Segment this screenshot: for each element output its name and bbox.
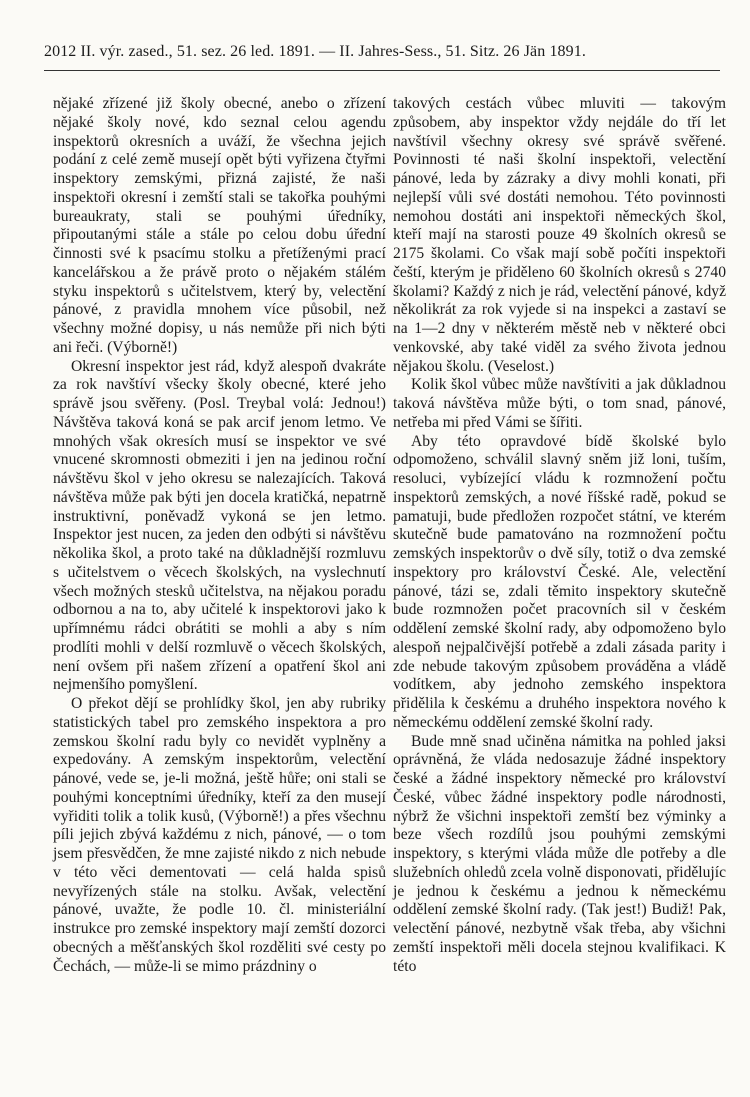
right-column	[393, 95, 726, 976]
paragraph: Bude mně snad učiněna námitka na pohled jaksi oprávněná, že vláda nedosazuje žádné inspektory české a žádné inspektory německé pro království České, vůbec žádné inspektory podle národnosti, nýbrž že všichni inspektoři zemští bez výminky a beze všech rozdílů jsou pouhými zemskými inspektory, s kterými vláda může dle potřeby a dle služebních ohledů zcela volně disponovati, přidělujíc je jednou k českému a jednou k německému oddělení zemské školní rady. (Tak jest!) Budiž! Pak, velectění pánové, nezbytně však třeba, aby všichni zemští inspektoři měli docela stejnou kvalifikaci. K této	[393, 732, 726, 975]
paragraph: Kolik škol vůbec může navštíviti a jak důkladnou taková návštěva může býti, o tom snad, pánové, netřeba mi před Vámi se šířiti.	[393, 376, 726, 431]
left-column	[53, 95, 386, 976]
page-header: 2012 II. výr. zased., 51. sez. 26 led. 1891. — II. Jahres-Sess., 51. Sitz. 26 Jän 1891.	[44, 43, 586, 60]
paragraph: O překot dějí se prohlídky škol, jen aby rubriky statistických tabel pro zemského inspektora a pro zemskou školní radu byly co nevidět vyplněny a expedovány. A zemským inspektorům, velectění pánové, vede se, je-li možná, ještě hůře; oni stali se pouhými konceptními úředníky, kteří za den musejí vyřiditi tolik a tolik kusů, (Výborně!) a přes všechnu píli jejich zbývá každému z nich, pánové, — o tom jsem přesvědčen, že mne zajisté nikdo z nich nebude v této věci dementovati — celá halda spisů nevyřízených stále na stolku. Avšak, velectění pánové, uvažte, že podle 10. čl. ministeriální instrukce pro zemské inspektory mají zemští dozorci obecných a měšťanských škol rozděliti své cesty po Čechách, — může-li se mimo prázdniny o	[53, 695, 386, 975]
paragraph: nějaké zřízené již školy obecné, anebo o zřízení nějaké školy nové, kdo seznal celou agendu inspektorů okresních a uváží, že všechna jejich podání z celé země musejí opět býti vyřizena čtyřmi inspektory zemskými, přizná zajisté, že naši inspektoři okresní i zemští stali se takořka pouhými bureaukraty, stali se pouhými úředníky, připoutanými stále a stále po celou dobu úřední činnosti své k psacímu stolku a přetíženými prací kancelářskou a že právě proto o nějakém stálém styku inspektorů s učitelstvem, který by, velectění pánové, z pravidla mnohem více působil, než všechny možné dopisy, u nás nemůže při nich býti ani řeči. (Výborně!)	[53, 95, 386, 356]
paragraph: takových cestách vůbec mluviti — takovým způsobem, aby inspektor vždy nejdále do tří let navštívil všechny okresy své správě svěřené. Povinnosti té naši školní inspektoři, velectění pánové, leda by zázraky a divy mohli konati, při nejlepší vůli své dostáti nemohou. Této povinnosti nemohou dostáti ani inspektoři německých škol, kteří mají na starosti pouze 49 školních okresů se 2175 školami. Co však mají sobě počíti inspektoři čeští, kterým je přiděleno 60 školních okresů s 2740 školami? Každý z nich je rád, velectění pánové, když několikrát za rok vyjede si na inspekci a zastaví se na 1—2 dny v některém městě neb v některé obci venkovské, aby také viděl za svého života jednou nějakou školu. (Veselost.)	[393, 95, 726, 375]
header-rule	[44, 70, 720, 71]
paragraph: Okresní inspektor jest rád, když alespoň dvakráte za rok navštíví všecky školy obecné, které jeho správě jsou svěřeny. (Posl. Treybal volá: Jednou!) Návštěva taková koná se pak arcif jenom letmo. Ve mnohých však okresích musí se inspektor ve své vnucené skromnosti obmeziti i jen na jedinou roční návštěvu škol v jeho okresu se nalezajících. Taková návštěva může pak býti jen docela kratičká, nepatrně instruktivní, poněvadž vykoná se jen letmo. Inspektor jest nucen, za jeden den odbýti si návštěvu několika škol, a proto také na důkladnější rozmluvu s učitelstvem o věcech školských, na vyslechnutí všech možných stesků učitelstva, na nějakou poradu odbornou a na to, aby učitelé k inspektorovi jako k upřímnému rádci obrátiti se mohli a aby s ním prodlíti mohli v delší rozmluvě o věcech školských, není ovšem při našem zřízení a opatření škol ani nejmenšího pomyšlení.	[53, 357, 386, 694]
paragraph: Aby této opravdové bídě školské bylo odpomoženo, schválil slavný sněm již loni, tuším, resoluci, vybízející vládu k rozmnožení počtu inspektorů zemských, a nové říšské radě, pokud se pamatuji, bude předložen rozpočet státní, ve kterém skutečně bude pamatováno na rozmnožení počtu zemských inspektorův o dvě síly, totiž o dva zemské inspektory pro království České. Ale, velectění pánové, tázi se, zdali těmito inspektory skutečně bude rozmnožen počet pracovních sil v českém oddělení zemské školní rady, aby odpomoženo bylo alespoň nejpalčivější potřebě a zdali zásada parity i zde nebude takovým způsobem prováděna a vládě vodítkem, aby jednoho zemského inspektora přidělila k českému a druhého inspektora nového k německému oddělení zemské školní rady.	[393, 432, 726, 731]
